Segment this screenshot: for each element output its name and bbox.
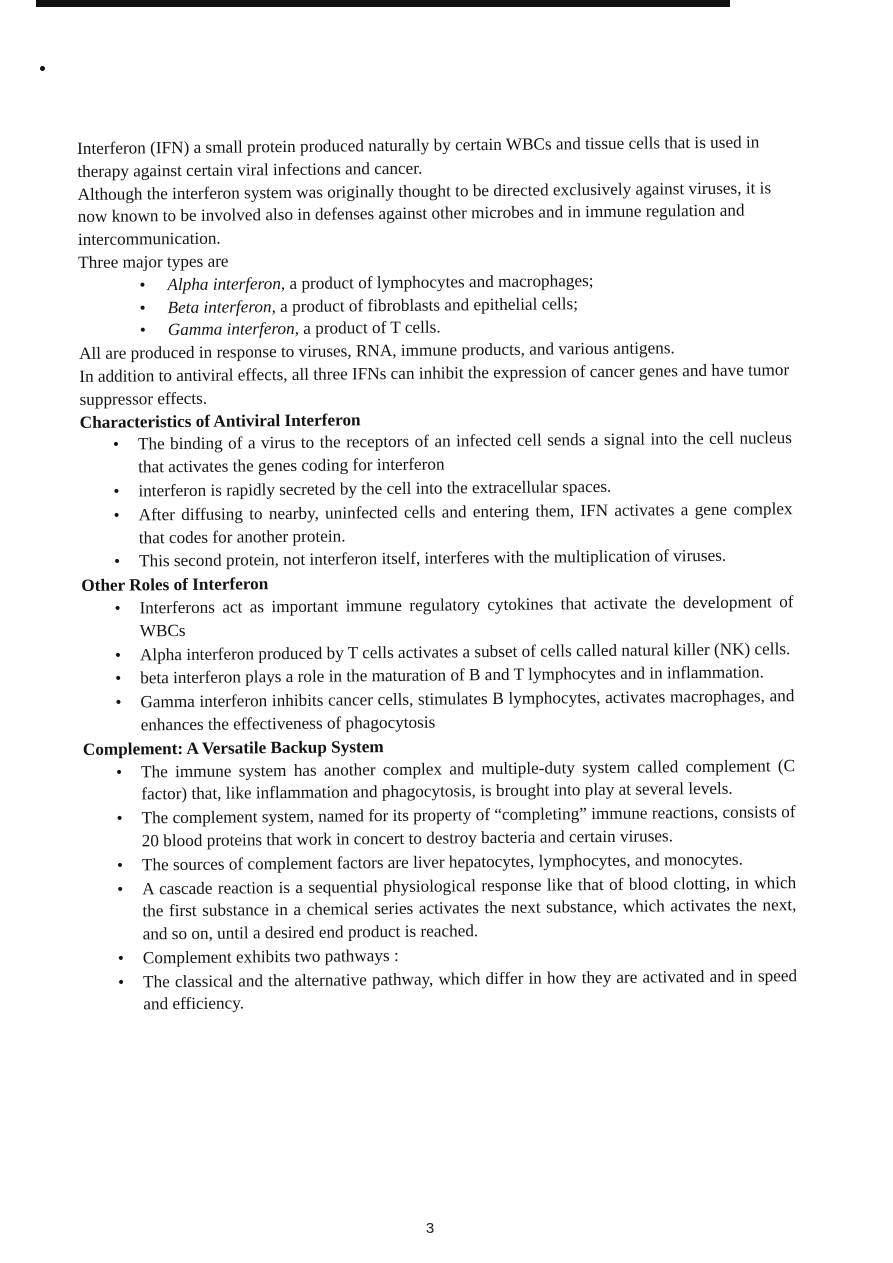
type-description: a product of T cells. [298,317,441,339]
list-item: • This second protein, not interferon itself, interferes with the multiplication of viruses. [114,544,793,573]
list-item: • Interferons act as important immune regulatory cytokines that activate the development of WBCs [114,591,793,643]
list-item: • The complement system, named for its property of “completing” immune reactions, consists of 20 blood proteins that work in concert to destroy bacteria and certain viruses. [116,801,795,853]
list-item: • Complement exhibits two pathways : [118,941,797,970]
intro-paragraph: Although the interferon system was originally thought to be directed exclusively against viruses, it is now known to be involved also in defenses against other microbes and in immune regulation and intercommunication. [77,177,772,250]
list-item: • A cascade reaction is a sequential physiological response like that of blood clotting, in which the first substance in a chemical series activates the next substance, which activates the next, and so on, until a desired end product is reached. [117,872,797,947]
page-content [77,131,797,1018]
complement-list [83,755,797,1018]
antiviral-list [80,428,793,575]
body-paragraph: All are produced in response to viruses, RNA, immune products, and various antigens. [78,338,675,364]
section-heading: Other Roles of Interferon [81,574,269,596]
list-item: • The sources of complement factors are liver hepatocytes, lymphocytes, and monocytes. [117,848,796,877]
type-name: Gamma interferon, [167,319,300,340]
list-item: • The binding of a virus to the receptors of an infected cell sends a signal into the cell nucleus that activates the genes coding for interferon [113,428,792,480]
page-number: 3 [425,1220,435,1237]
list-item: • Alpha interferon produced by T cells activates a subset of cells called natural killer (NK) cells. [115,638,794,667]
interferon-types-list [78,268,791,343]
type-description: a product of fibroblasts and epithelial cells; [275,293,579,316]
list-item: • The immune system has another complex and multiple-duty system called complement (C factor) that, like inflammation and phagocytosis, is brought into play at several levels. [116,755,795,807]
list-item: • After diffusing to nearby, uninfected cells and entering them, IFN activates a gene complex that codes for another protein. [114,498,793,550]
list-item: • The classical and the alternative pathway, which differ in how they are activated and in speed and efficiency. [118,965,797,1017]
intro-paragraph: Interferon (IFN) a small protein produced naturally by certain WBCs and tissue cells that is used in therapy against certain viral infections and cancer. [77,132,760,181]
body-paragraph: In addition to antiviral effects, all three IFNs can inhibit the expression of cancer genes and have tumor suppressor effects. [79,360,790,409]
section-heading: Complement: A Versatile Backup System [82,736,384,759]
scan-top-edge-bar [36,0,730,7]
type-name: Alpha interferon, [167,273,286,294]
list-item: • interferon is rapidly secreted by the cell into the extracellular spaces. [113,474,792,503]
list-item: • Gamma interferon inhibits cancer cells, stimulates B lymphocytes, activates macrophages, and enhances the effectiveness of phagocytosis [115,685,794,737]
list-item: • beta interferon plays a role in the maturation of B and T lymphocytes and in inflammation. [115,661,794,690]
section-heading: Characteristics of Antiviral Interferon [79,409,361,432]
other-roles-list [81,591,794,738]
type-name: Beta interferon, [167,296,276,317]
intro-paragraph: Three major types are [78,251,229,272]
type-description: a product of lymphocytes and macrophages; [285,270,594,293]
stray-mark [40,66,45,71]
